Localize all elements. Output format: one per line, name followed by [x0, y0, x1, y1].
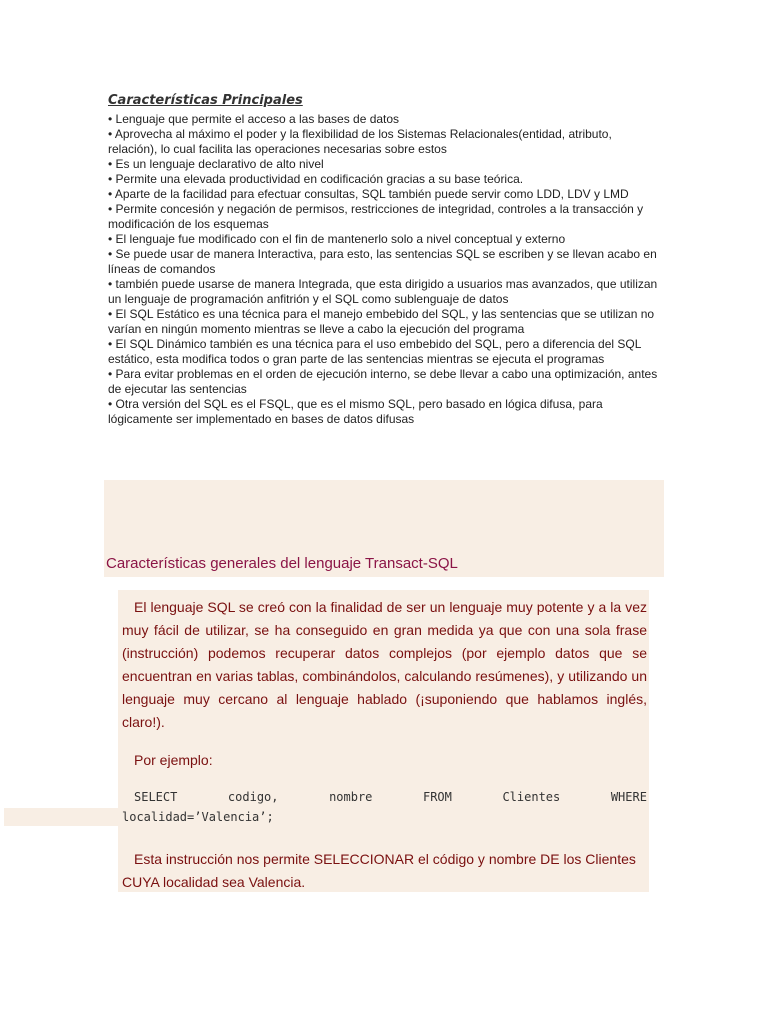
- section-title: Características Principales: [108, 93, 303, 108]
- code-block: [118, 788, 649, 824]
- code-token: Clientes: [502, 790, 561, 804]
- explanation-paragraph: Esta instrucción nos permite SELECCIONAR el código y nombre DE los Clientes CUYA localidad sea Valencia.: [122, 851, 636, 890]
- list-item: • Otra versión del SQL es el FSQL, que es el mismo SQL, pero basado en lógica difusa, para lógicamente ser implementado en bases de datos difusas: [108, 397, 603, 426]
- features-section: [108, 92, 660, 427]
- code-line: localidad=’Valencia’;: [4, 808, 282, 826]
- content-box: [118, 590, 649, 892]
- list-item: • El lenguaje fue modificado con el fin de mantenerlo solo a nivel conceptual y externo: [108, 232, 566, 246]
- code-token: WHERE: [610, 790, 647, 804]
- list-item: • Lenguaje que permite el acceso a las bases de datos: [108, 112, 400, 126]
- list-item: • El SQL Estático es una técnica para el manejo embebido del SQL, y las sentencias que se utilizan no varían en ningún momento mientras se lleve a cabo la ejecución del programa: [108, 307, 655, 336]
- code-token: nombre: [329, 790, 373, 804]
- list-item: • Permite una elevada productividad en codificación gracias a su base teórica.: [108, 172, 524, 186]
- list-item: • Es un lenguaje declarativo de alto nivel: [108, 157, 324, 171]
- code-token: SELECT: [134, 790, 178, 804]
- code-token: codigo,: [227, 790, 279, 804]
- intro-paragraph: El lenguaje SQL se creó con la finalidad de ser un lenguaje muy potente y a la vez muy fácil de utilizar, se ha conseguido en gran medida ya que con una sola frase (instrucción) podemos recuperar datos complejos (por ejemplo datos que se encuentran en varias tablas, combinándolos, calculando resúmenes), y utilizando un lenguaje muy cercano al lenguaje hablado (¡suponiendo que hablamos inglés, claro!).: [122, 599, 647, 730]
- list-item: • Permite concesión y negación de permisos, restricciones de integridad, controles a la transacción y modificación de los esquemas: [108, 202, 644, 231]
- example-label: Por ejemplo:: [134, 752, 213, 768]
- list-item: • Se puede usar de manera Interactiva, para esto, las sentencias SQL se escriben y se llevan acabo en líneas de comandos: [108, 247, 657, 276]
- heading-band: [104, 480, 664, 577]
- features-list: [108, 112, 660, 427]
- list-item: • Para evitar problemas en el orden de ejecución interno, se debe llevar a cabo una optimización, antes de ejecutar las sentencias: [108, 367, 658, 396]
- list-item: • Aprovecha al máximo el poder y la flexibilidad de los Sistemas Relacionales(entidad, atributo, relación), lo cual facilita las operaciones necesarias sobre estos: [108, 127, 612, 156]
- code-token: FROM: [422, 790, 452, 804]
- section-heading: Características generales del lenguaje Transact-SQL: [106, 555, 458, 572]
- code-line: [118, 788, 649, 806]
- list-item: • también puede usarse de manera Integrada, que esta dirigido a usuarios mas avanzados, que utilizan un lenguaje de programación anfitrión y el SQL como sublenguaje de datos: [108, 277, 658, 306]
- list-item: • El SQL Dinámico también es una técnica para el uso embebido del SQL, pero a diferencia del SQL estático, esta modifica todos o gran parte de las sentencias mientras se ejecuta el programas: [108, 337, 641, 366]
- list-item: • Aparte de la facilidad para efectuar consultas, SQL también puede servir como LDD, LDV y LMD: [108, 187, 629, 201]
